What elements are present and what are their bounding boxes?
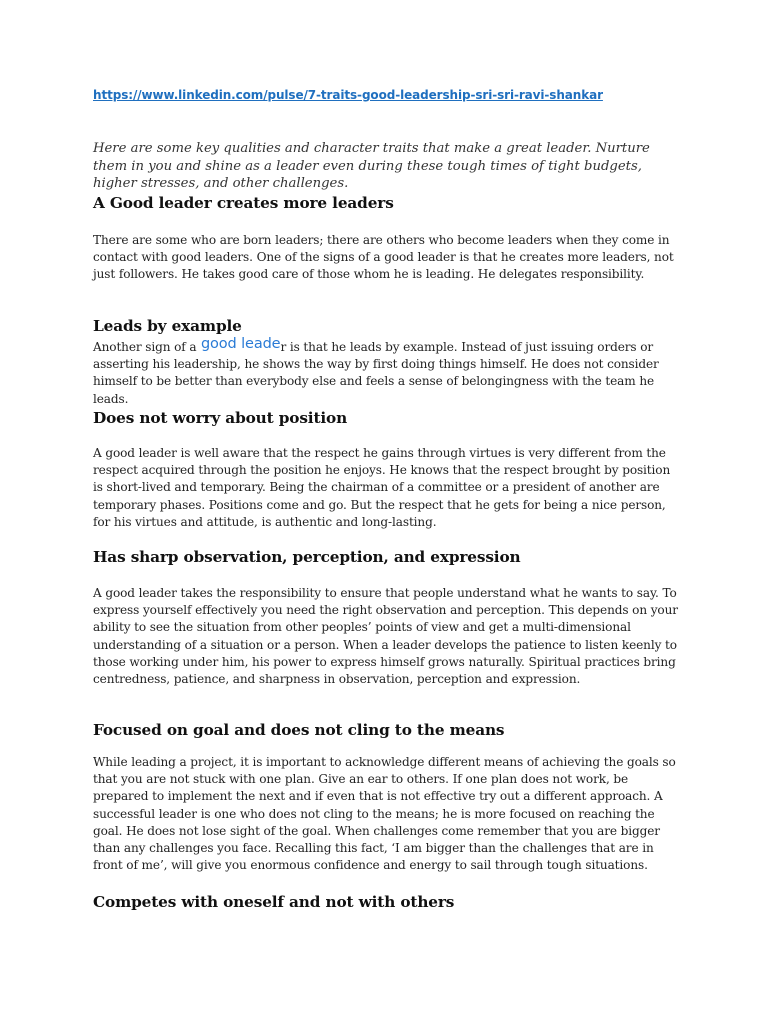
source-url-link[interactable]: https://www.linkedin.com/pulse/7-traits-good-leadership-sri-sri-ravi-shankar [93, 88, 603, 102]
intro-paragraph: Here are some key qualities and character traits that make a great leader. Nurture them in you and shine as a leader even during these tough times of tight budgets, higher stresses, and other challenges. [93, 141, 650, 191]
heading-competes-with-oneself: Competes with oneself and not with others [93, 893, 455, 911]
paragraph-position: A good leader is well aware that the respect he gains through virtues is very different from the respect acquired through the position he enjoys. He knows that the respect brought by position is short-lived and temporary. Being the chairman of a committee or a president of another are temporary phases. Positions come and go. But the respect that he gets for being a nice person, for his virtues and attitude, is authentic and long-lasting. [93, 446, 671, 529]
heading-observation: Has sharp observation, perception, and expression [93, 548, 521, 566]
heading-focused-on-goal: Focused on goal and does not cling to the means [93, 721, 505, 739]
paragraph-leads-by-example-rest: r is that he leads by example. Instead of just issuing orders or asserting his leadership, he shows the way by first doing things himself. He does not consider himself to be better than everybody else and feels a sense of belongingness with the team he leads. [93, 340, 659, 406]
heading-position: Does not worry about position [93, 409, 348, 427]
heading-leads-by-example: Leads by example [93, 317, 242, 335]
paragraph-leads-by-example-start: Another sign of a [93, 340, 197, 354]
paragraph-leads-by-example [93, 336, 678, 408]
heading-creates-more-leaders: A Good leader creates more leaders [93, 194, 394, 212]
document-page [93, 0, 678, 1024]
paragraph-observation: A good leader takes the responsibility to ensure that people understand what he wants to say. To express yourself effectively you need the right observation and perception. This depends on your ability to see the situation from other peoples’ points of view and get a multi-dimensional understanding of a situation or a person. When a leader develops the patience to listen keenly to those working under him, his power to express himself grows naturally. Spiritual practices bring centredness, patience, and sharpness in observation, perception and expression. [93, 586, 678, 687]
paragraph-focused-on-goal: While leading a project, it is important to acknowledge different means of achieving the goals so that you are not stuck with one plan. Give an ear to others. If one plan does not work, be prepared to implement the next and if even that is not effective try out a different approach. A successful leader is one who does not cling to the means; he is more focused on reaching the goal. He does not lose sight of the goal. When challenges come remember that you are bigger than any challenges you face. Recalling this fact, ‘I am bigger than the challenges that are in front of me’, will give you enormous confidence and energy to sail through tough situations. [93, 755, 676, 873]
paragraph-creates-more-leaders: There are some who are born leaders; there are others who become leaders when they come in contact with good leaders. One of the signs of a good leader is that he creates more leaders, not just followers. He takes good care of those whom he is leading. He delegates responsibility. [93, 233, 674, 282]
good-leader-link[interactable]: good leade [196, 336, 281, 352]
